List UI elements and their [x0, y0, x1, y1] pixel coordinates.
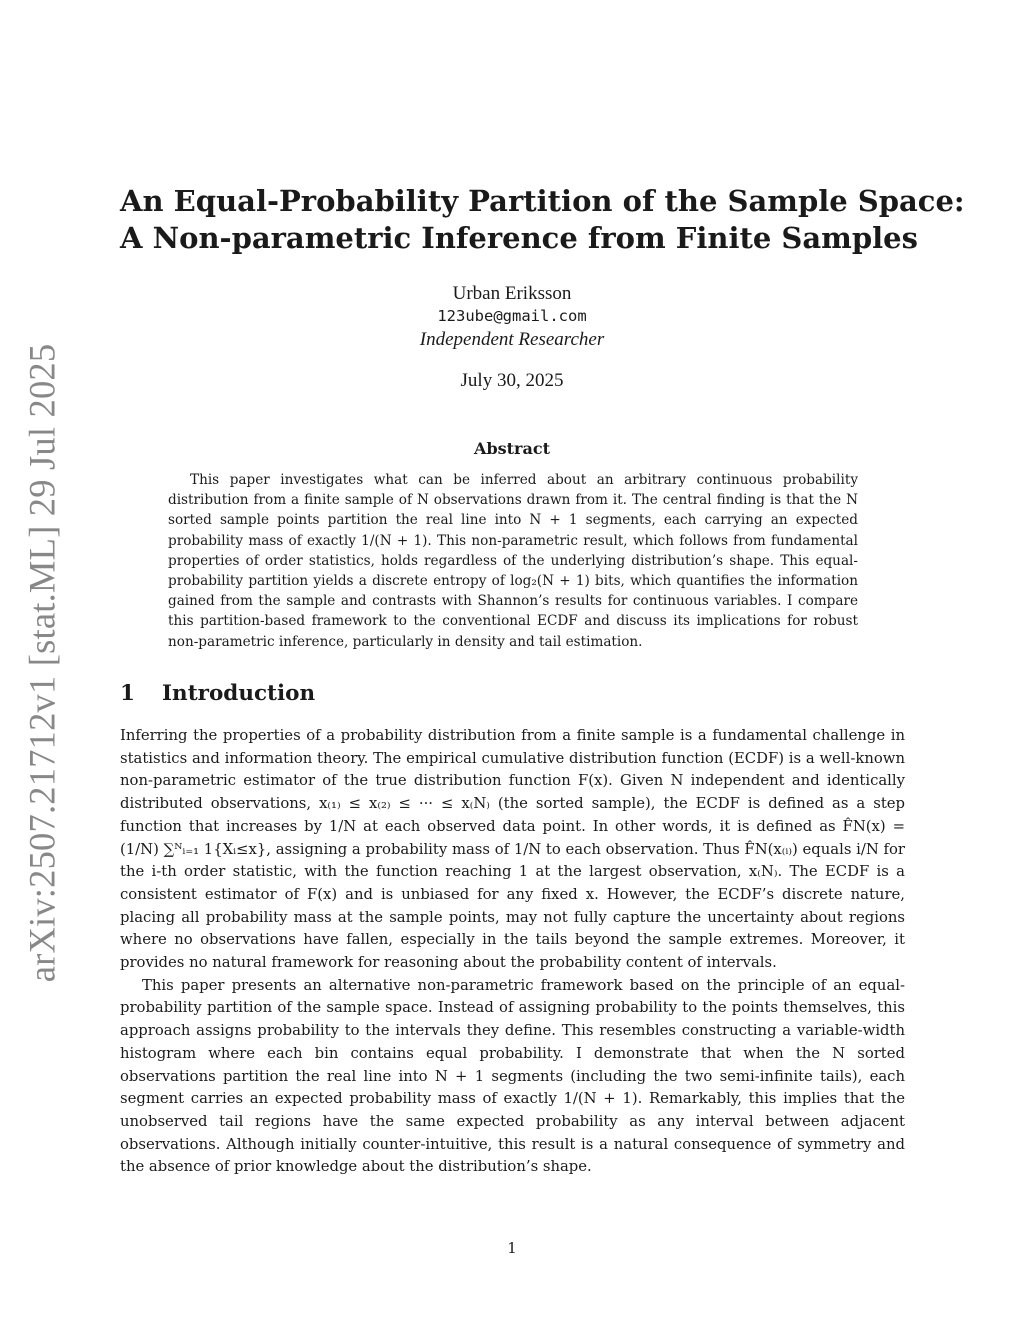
author-block — [0, 282, 1024, 392]
paragraph-2: This paper presents an alternative non-parametric framework based on the principle of an equal-probability partition of the sample space. Instead of assigning probability to the points themselves, this approach assigns probability to the intervals they define. This resembles constructing a variable-width histogram where each bin contains equal probability. I demonstrate that when the N sorted observations partition the real line into N + 1 segments (including the two semi-infinite tails), each segment carries an expected probability mass of exactly 1/(N + 1). Remarkably, this implies that the unobserved tail regions have the same expected probability as any interval between adjacent observations. Although initially counter-intuitive, this result is a natural consequence of symmetry and the absence of prior knowledge about the distribution’s shape. — [120, 976, 905, 1176]
section-title: Introduction — [162, 681, 316, 706]
title-line-1: An Equal-Probability Partition of the Sample Space: — [120, 184, 965, 218]
paragraph-1: Inferring the properties of a probability distribution from a finite sample is a fundamental challenge in statistics and information theory. The empirical cumulative distribution function (ECDF) is a well-known non-parametric estimator of the true distribution function F(x). Given N independent and identically distributed observations, x₍₁₎ ≤ x₍₂₎ ≤ ··· ≤ x₍N₎ (the sorted sample), the ECDF is defined as a step function that increases by 1/N at each observed data point. In other words, it is defined as F̂N(x) = (1/N) ∑ᴺᵢ₌₁ 1{Xᵢ≤x}, assigning a probability mass of 1/N to each observation. Thus F̂N(x₍ᵢ₎) equals i/N for the i-th order statistic, with the function reaching 1 at the largest observation, x₍N₎. The ECDF is a consistent estimator of F(x) and is unbiased for any fixed x. However, the ECDF’s discrete nature, placing all probability mass at the sample points, may not fully capture the uncertainty about regions where no observations have fallen, especially in the tails beyond the sample extremes. Moreover, it provides no natural framework for reasoning about the probability content of intervals. — [120, 727, 905, 972]
arxiv-identifier-text: arXiv:2507.21712v1 [stat.ML] 29 Jul 2025 — [21, 343, 63, 983]
section-body — [120, 725, 905, 1179]
section-number: 1 — [120, 681, 135, 706]
author-name: Urban Eriksson — [452, 283, 572, 304]
section-heading — [120, 681, 315, 706]
author-email: 123ube@gmail.com — [437, 307, 587, 325]
page-number: 1 — [507, 1239, 517, 1257]
abstract-heading: Abstract — [474, 439, 550, 458]
author-affiliation: Independent Researcher — [419, 329, 605, 350]
title-line-2: A Non-parametric Inference from Finite Samples — [120, 221, 918, 255]
publication-date: July 30, 2025 — [460, 370, 564, 391]
paper-title — [120, 183, 965, 257]
abstract-text: This paper investigates what can be inferred about an arbitrary continuous probability distribution from a finite sample of N observations drawn from it. The central finding is that the N sorted sample points partition the real line into N + 1 segments, each carrying an expected probability mass of exactly 1/(N + 1). This non-parametric result, which follows from fundamental properties of order statistics, holds regardless of the underlying distribution’s shape. This equal-probability partition yields a discrete entropy of log₂(N + 1) bits, which quantifies the information gained from the sample and contrasts with Shannon’s results for continuous variables. I compare this partition-based framework to the conventional ECDF and discuss its implications for robust non-parametric inference, particularly in density and tail estimation. — [168, 472, 858, 650]
